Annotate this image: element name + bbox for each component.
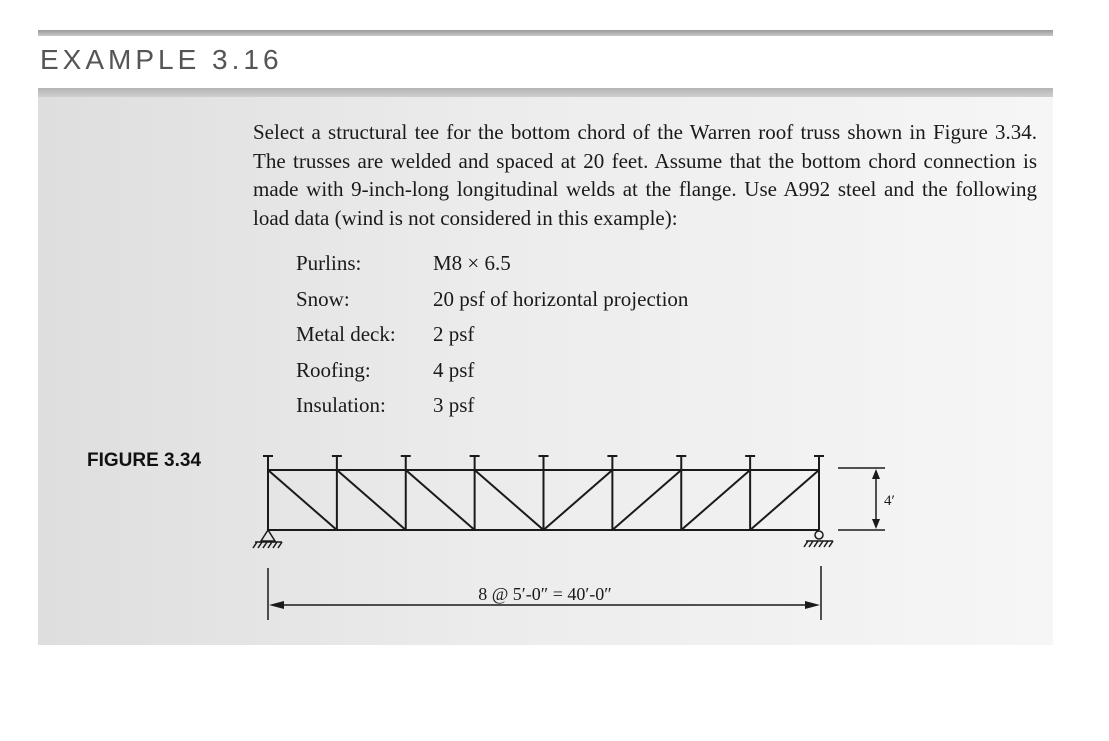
- diagonal-member: [475, 470, 544, 530]
- load-label: Metal deck:: [296, 322, 396, 347]
- span-dimension-label: 8 @ 5′-0″ = 40′-0″: [478, 584, 612, 604]
- diagonal-member: [406, 470, 475, 530]
- diagonal-member: [681, 470, 750, 530]
- load-value: 2 psf: [433, 322, 475, 347]
- purlin-markers: [263, 456, 824, 470]
- load-label: Purlins:: [296, 251, 362, 276]
- height-dimension-label: 4′: [884, 493, 895, 509]
- height-dimension: [838, 468, 885, 530]
- diagonal-member: [750, 470, 819, 530]
- diagonal-member: [612, 470, 681, 530]
- diagonal-member: [544, 470, 613, 530]
- load-value: 4 psf: [433, 357, 475, 382]
- load-label: Snow:: [296, 286, 350, 311]
- problem-statement: Select a structural tee for the bottom chord of the Warren roof truss shown in Figure 3.34. The trusses are welded and spaced at 20 feet. Assume that the bottom chord connection is made with 9-inch-long longitudinal welds at the flange. Use A992 steel and the following load data (wind is not considered in this example):: [253, 120, 1037, 230]
- example-heading: EXAMPLE 3.16: [40, 44, 283, 75]
- load-value: 20 psf of horizontal projection: [433, 286, 689, 311]
- load-value: M8 × 6.5: [433, 251, 511, 276]
- truss-members: [268, 470, 819, 530]
- diagonal-member: [268, 470, 337, 530]
- load-label: Roofing:: [296, 357, 371, 382]
- pin-support-icon: [253, 530, 282, 548]
- roller-support-icon: [804, 531, 833, 547]
- load-value: 3 psf: [433, 393, 475, 418]
- load-label: Insulation:: [296, 393, 386, 418]
- figure-label: FIGURE 3.34: [87, 450, 202, 471]
- diagonal-member: [337, 470, 406, 530]
